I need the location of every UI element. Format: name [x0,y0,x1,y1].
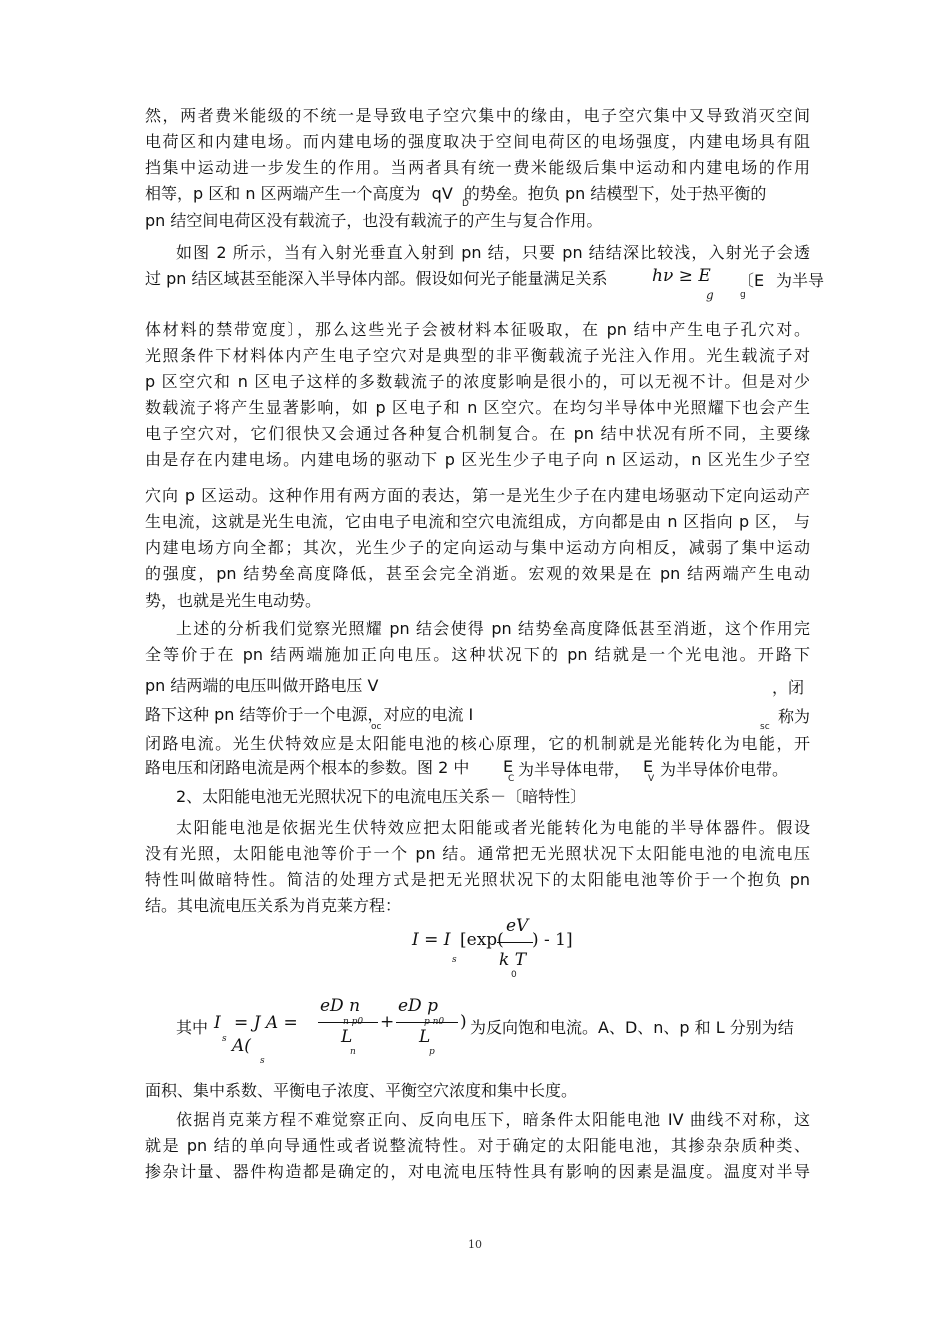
subscript-g: g [706,288,714,302]
symbol-qv: qV [431,184,453,203]
text-line: 然，两者费米能级的不统一是导致电子空穴集中的缘由，电子空穴集中又导致消灭空间 [145,106,810,125]
text-line: 数载流子将产生显著影响，如 p 区电子和 n 区空穴。在均匀半导体中光照耀下也会产生 [145,398,810,417]
fraction-bar [497,942,533,943]
text-line: 光照条件下材料体内产生电子空穴对是典型的非平衡载流子光注入作用。光生载流子对 [145,346,810,365]
text-line: 的强度，pn 结势垒高度降低，甚至会完全消逝。宏观的效果是在 pn 结两端产生电动 [145,564,810,583]
subscript-0: 0 [511,970,517,980]
subscript-s: s [222,1034,227,1044]
text-line: pn 结两端的电压叫做开路电压 V [145,676,379,695]
text-span: 其中 [176,1018,209,1037]
text-line: 没有光照，太阳能电池等价于一个 pn 结。通常把无光照状况下太阳能电池的电流电压 [145,844,810,863]
text-line: 闭路电流。光生伏特效应是太阳能电池的核心原理，它的机制就是光能转化为电能，开 [145,734,810,753]
text-line: 势，也就是光生电动势。 [145,591,322,610]
fraction-bar [318,1022,378,1023]
text-line: 路电压和闭路电流是两个根本的参数。图 2 中 [145,758,470,777]
subscript-g: g [740,290,746,300]
subscript-s: s [260,1056,265,1066]
text-span: 为半导 [776,271,825,290]
text-line: 挡集中运动进一步发生的作用。当两者具有统一费米能级后集中运动和内建电场的作用 [145,158,810,177]
subscript-n: n [350,1047,356,1057]
subscript-c: C [508,774,515,784]
text-span: 〔E [738,271,765,290]
fraction-numerator: eD n [320,996,361,1016]
formula-photon-energy: hν ≥ E [652,266,711,286]
text-line: 电荷区和内建电场。而内建电场的强度取决于空间电荷区的电场强度，内建电场具有阻 [145,132,810,151]
text-line: 穴向 p 区运动。这种作用有两方面的表达，第一是光生少子在内建电场驱动下定向运动产 [145,486,810,505]
text-span: 为半导体电带， [518,760,631,779]
subscript-v: V [648,774,655,784]
text-line: 依据肖克莱方程不难觉察正向、反向电压下，暗条件太阳能电池 IV 曲线不对称，这 [176,1110,810,1129]
symbol-ev: E [643,757,654,776]
fraction-denominator: L [419,1027,431,1047]
text-line: 面积、集中系数、平衡电子浓度、平衡空穴浓度和集中长度。 [145,1081,578,1100]
text-line: 太阳能电池是依据光生伏特效应把太阳能或者光能转化为电能的半导体器件。假设 [176,818,810,837]
text-line: 结。其电流电压关系为肖克莱方程： [145,896,402,915]
text-line: 内建电场方向全都；其次，光生少子的定向运动与集中运动方向相反，减弱了集中运动 [145,538,810,557]
text-line: 特性叫做暗特性。简洁的处理方式是把无光照状况下的太阳能电池等价于一个抱负 pn [145,870,810,889]
text-line: 路下这种 pn 结等价于一个电源，对应的电流 I [145,705,474,724]
fraction-bar [396,1022,458,1023]
text-line: 由是存在内建电场。内建电场的驱动下 p 区光生少子电子向 n 区运动，n 区光生少子空 [145,450,810,469]
equation-tail: ) - 1] [532,930,573,950]
text-span: 相等，p 区和 n 区两端产生一个高度为 [145,184,421,203]
text-line: 体材料的禁带宽度〕，那么这些光子会被材料本征吸取，在 pn 结中产生电子孔穴对。 [145,320,810,339]
symbol-ec: E [503,757,514,776]
subscript-p-n0: p n0 [424,1017,445,1027]
equation-a-paren: A( [232,1036,251,1056]
text-line: p 区空穴和 n 区电子这样的多数载流子的浓度影响是很小的，可以无视不计。但是对少 [145,372,810,391]
text-span: 称为 [778,707,811,726]
text-line [145,183,810,205]
close-paren: ) [460,1012,467,1032]
text-line: 如图 2 所示，当有入射光垂直入射到 pn 结，只要 pn 结结深比较浅，入射光子会透 [176,243,810,262]
text-span: 的势垒。抱负 pn 结模型下，处于热平衡的 [463,184,767,203]
text-line: 上述的分析我们觉察光照耀 pn 结会使得 pn 结势垒高度降低甚至消逝，这个作用完 [176,619,810,638]
text-line: 电子空穴对，它们很快又会通过各种复合机制复合。在 pn 结中状况有所不同，主要缘 [145,424,810,443]
equation-denominator: k T [499,950,527,970]
text-span: 为半导体价电带。 [660,760,789,779]
subscript-p: p [429,1047,435,1057]
subscript-sc: sc [760,722,770,732]
fraction-numerator: eD p [398,996,438,1016]
text-span: 过 pn 结区域甚至能深入半导体内部。假设如何光子能量满足关系 [145,269,608,288]
equation-lhs: I = I [412,930,451,950]
fraction-denominator: L [341,1027,353,1047]
text-line: 掺杂计量、器件构造都是确定的，对电流电压特性具有影响的因素是温度。温度对半导 [145,1162,810,1181]
text-span: ，闭 [772,678,805,697]
plus-sign: + [380,1012,395,1032]
section-heading: 2、太阳能电池无光照状况下的电流电压关系－〔暗特性〕 [176,787,587,806]
text-line: 生电流，这就是光生电流，它由电子电流和空穴电流组成，方向都是由 n 区指向 p 区， 与 [145,512,810,531]
text-span: 为反向饱和电流。A、D、n、p 和 L 分别为结 [470,1018,794,1037]
text-line: pn 结空间电荷区没有载流子，也没有载流子的产生与复合作用。 [145,211,603,230]
subscript-d: D [462,199,469,209]
subscript-oc: oc [371,722,382,732]
text-line: 全等价于在 pn 结两端施加正向电压。这种状况下的 pn 结就是一个光电池。开路下 [145,645,810,664]
subscript-s: s [452,955,457,965]
equation-bracket: [exp( [460,930,504,950]
page-number: 10 [468,1238,482,1251]
symbol-i: I [214,1013,221,1033]
subscript-n-p0: n p0 [343,1017,364,1027]
equation-ja: = J A = [234,1013,298,1033]
text-line: 就是 pn 结的单向导通性或者说整流特性。对于确定的太阳能电池，其掺杂杂质种类、 [145,1136,810,1155]
equation-numerator: eV [506,916,529,936]
